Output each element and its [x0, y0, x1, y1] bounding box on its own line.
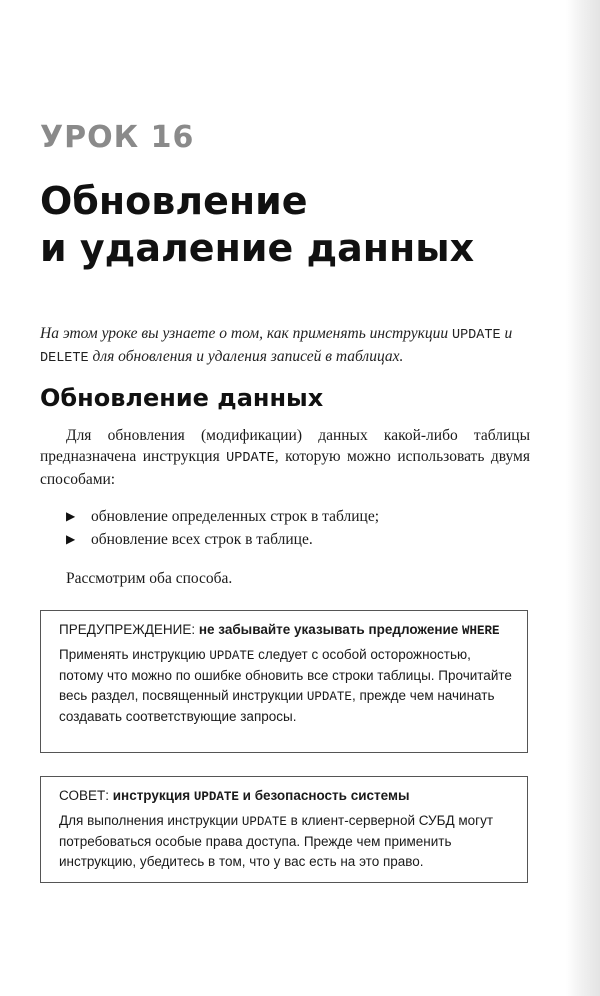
warning-box: [40, 610, 528, 753]
chapter-title: [40, 178, 474, 272]
section-paragraph: [40, 425, 530, 490]
warning-body-cmd-2: UPDATE: [306, 690, 352, 704]
tip-heading: [59, 786, 513, 807]
tip-body-2: в клиент-серверной СУБД могут потребоваться особые права доступа. Прежде чем применить инструкцию, убедитесь в том, что у вас есть на это право.: [59, 813, 494, 869]
tip-title-cmd: UPDATE: [193, 790, 239, 804]
tip-box: [40, 776, 528, 883]
warning-heading: [59, 620, 513, 641]
warning-body: [59, 645, 513, 727]
para-text-1: Для обновления (модификации) данных какой-либо таблицы предназначена инструкция: [40, 427, 530, 465]
list-item-text: обновление всех строк в таблице.: [91, 531, 313, 548]
warning-title-text: не забывайте указывать предложение: [198, 622, 463, 637]
warning-body-1: Применять инструкцию: [59, 647, 210, 662]
warning-body-2: следует с особой осторожностью, потому что можно по ошибке обновить все строки таблицы. Прочитайте весь раздел, посвященный инструкции: [59, 647, 512, 703]
intro-text-3: для обновления и удаления записей в таблицах.: [88, 348, 404, 365]
bullet-list: [66, 505, 379, 551]
intro-text-2: и: [500, 325, 513, 342]
warning-title: [199, 622, 500, 637]
warning-title-cmd: WHERE: [462, 624, 500, 638]
lesson-number: УРОК 16: [40, 120, 195, 155]
right-triangle-icon: ▶: [66, 509, 76, 523]
intro-text-1: На этом уроке вы узнаете о том, как применять инструкции: [40, 325, 449, 342]
lesson-intro: [40, 323, 540, 369]
tip-title-text-2: и безопасность системы: [238, 788, 410, 803]
chapter-title-line-1: Обновление: [40, 179, 308, 223]
intro-cmd-update: UPDATE: [451, 328, 501, 343]
right-triangle-icon: ▶: [66, 532, 76, 546]
para-text-2: , которую можно использовать двумя способами:: [40, 448, 530, 488]
para-cmd-update: UPDATE: [226, 451, 275, 466]
warning-type: ПРЕДУПРЕЖДЕНИЕ:: [59, 622, 196, 637]
tip-title: [113, 788, 410, 803]
tip-type: СОВЕТ:: [59, 788, 109, 803]
tip-body-1: Для выполнения инструкции: [59, 813, 242, 828]
list-item: [66, 505, 379, 528]
warning-body-cmd-1: UPDATE: [209, 649, 255, 663]
intro-cmd-delete: DELETE: [40, 351, 89, 366]
section-heading: Обновление данных: [40, 384, 324, 412]
warning-body-3: , прежде чем начинать создавать соответствующие запросы.: [59, 688, 495, 724]
tip-title-text-1: инструкция: [112, 788, 194, 803]
page-edge-shadow: [566, 0, 600, 996]
chapter-title-line-2: и удаление данных: [40, 226, 475, 270]
tip-body: [59, 811, 513, 872]
list-item: [66, 528, 379, 551]
list-item-text: обновление определенных строк в таблице;: [91, 508, 380, 525]
closing-sentence: Рассмотрим оба способа.: [66, 570, 233, 587]
tip-body-cmd: UPDATE: [241, 815, 287, 829]
